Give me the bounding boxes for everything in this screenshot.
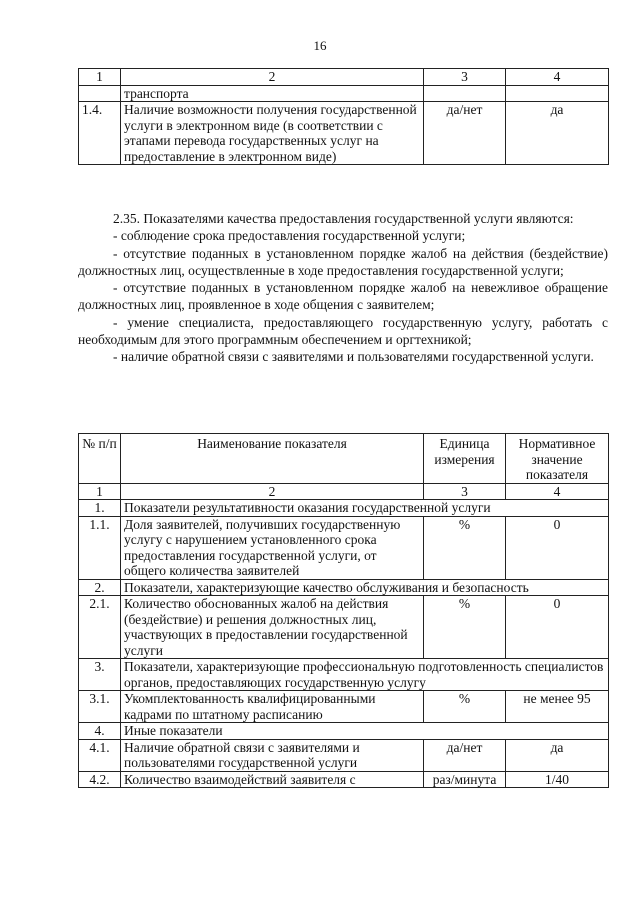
row-unit: %: [424, 691, 506, 723]
page-number: 16: [313, 38, 327, 53]
header-num: № п/п: [79, 434, 121, 484]
row-unit: %: [424, 516, 506, 579]
table-row: [79, 771, 609, 788]
table-group-row: [79, 723, 609, 740]
row-name: транспорта: [121, 85, 424, 102]
group-title: Иные показатели: [121, 723, 609, 740]
row-name: Количество обоснованных жалоб на действия (бездействие) и решения должностных лиц, участвующих в предоставлении государственной услуги: [121, 596, 424, 659]
table-header-row: [79, 69, 609, 86]
table-group-row: [79, 500, 609, 517]
column-number: 1: [79, 69, 121, 86]
column-number: 2: [121, 483, 424, 500]
row-name: Наличие обратной связи с заявителями и пользователями государственной услуги: [121, 739, 424, 771]
row-value: не менее 95: [506, 691, 609, 723]
section-item: - соблюдение срока предоставления государственной услуги;: [113, 228, 466, 244]
table-row: [79, 85, 609, 102]
row-number: 4.: [79, 723, 121, 740]
table-group-row: [79, 579, 609, 596]
table-body: [79, 500, 609, 788]
continuation-table: [78, 68, 609, 165]
row-value: да: [506, 102, 609, 165]
row-number: 4.1.: [79, 739, 121, 771]
table-row: [79, 516, 609, 579]
section-item: - умение специалиста, предоставляющего государственную услугу, работать с необходимым для этого программным обеспечением и оргтехникой;: [78, 314, 608, 348]
row-unit: %: [424, 596, 506, 659]
row-name: Наличие возможности получения государственной услуги в электронном виде (в соответствии с этапами перевода государственных услуг на предоставление в электронном виде): [121, 102, 424, 165]
group-title: Показатели, характеризующие качество обслуживания и безопасность: [121, 579, 609, 596]
header-unit: Единица измерения: [424, 434, 506, 484]
row-unit: раз/минута: [424, 771, 506, 788]
row-value: 0: [506, 516, 609, 579]
row-number: [79, 85, 121, 102]
row-unit: да/нет: [424, 739, 506, 771]
row-name: Укомплектованность квалифицированными кадрами по штатному расписанию: [121, 691, 424, 723]
row-unit: да/нет: [424, 102, 506, 165]
group-title: Показатели, характеризующие профессиональную подготовленность специалистов органов, предоставляющих государственную услугу: [121, 659, 609, 691]
row-number: 1.: [79, 500, 121, 517]
section-intro: 2.35. Показателями качества предоставления государственной услуги являются:: [113, 211, 574, 226]
row-value: 0: [506, 596, 609, 659]
table-row: [79, 596, 609, 659]
row-number: 2.1.: [79, 596, 121, 659]
table-row: [79, 739, 609, 771]
table-header-row: [79, 434, 609, 484]
column-number: 2: [121, 69, 424, 86]
quality-indicators-section: [78, 210, 608, 366]
row-number: 3.1.: [79, 691, 121, 723]
header-value: Нормативное значение показателя: [506, 434, 609, 484]
column-number: 3: [424, 69, 506, 86]
row-value: 1/40: [506, 771, 609, 788]
row-number: 4.2.: [79, 771, 121, 788]
row-value: да: [506, 739, 609, 771]
row-unit: [424, 85, 506, 102]
row-number: 1.4.: [79, 102, 121, 165]
row-value: [506, 85, 609, 102]
column-number: 4: [506, 69, 609, 86]
quality-indicators-table: [78, 433, 609, 788]
table-row: [79, 102, 609, 165]
row-number: 2.: [79, 579, 121, 596]
row-name: Доля заявителей, получивших государственную услугу с нарушением установленного срока предоставления государственной услуги, от общего количества заявителей: [121, 516, 424, 579]
column-number: 4: [506, 483, 609, 500]
group-title: Показатели результативности оказания государственной услуги: [121, 500, 609, 517]
section-item: - наличие обратной связи с заявителями и пользователями государственной услуги.: [113, 349, 594, 365]
row-name: Количество взаимодействий заявителя с: [121, 771, 424, 788]
row-number: 1.1.: [79, 516, 121, 579]
column-number: 3: [424, 483, 506, 500]
header-name: Наименование показателя: [121, 434, 424, 484]
section-item: - отсутствие поданных в установленном порядке жалоб на невежливое обращение должностных лиц, проявленное в ходе общения с заявителем;: [78, 280, 608, 313]
column-number: 1: [79, 483, 121, 500]
table-numbering-row: [79, 483, 609, 500]
table-group-row: [79, 659, 609, 691]
row-number: 3.: [79, 659, 121, 691]
table-row: [79, 691, 609, 723]
section-item: - отсутствие поданных в установленном порядке жалоб на действия (бездействие) должностных лиц, осуществленные в ходе предоставления государственной услуги;: [78, 245, 608, 278]
